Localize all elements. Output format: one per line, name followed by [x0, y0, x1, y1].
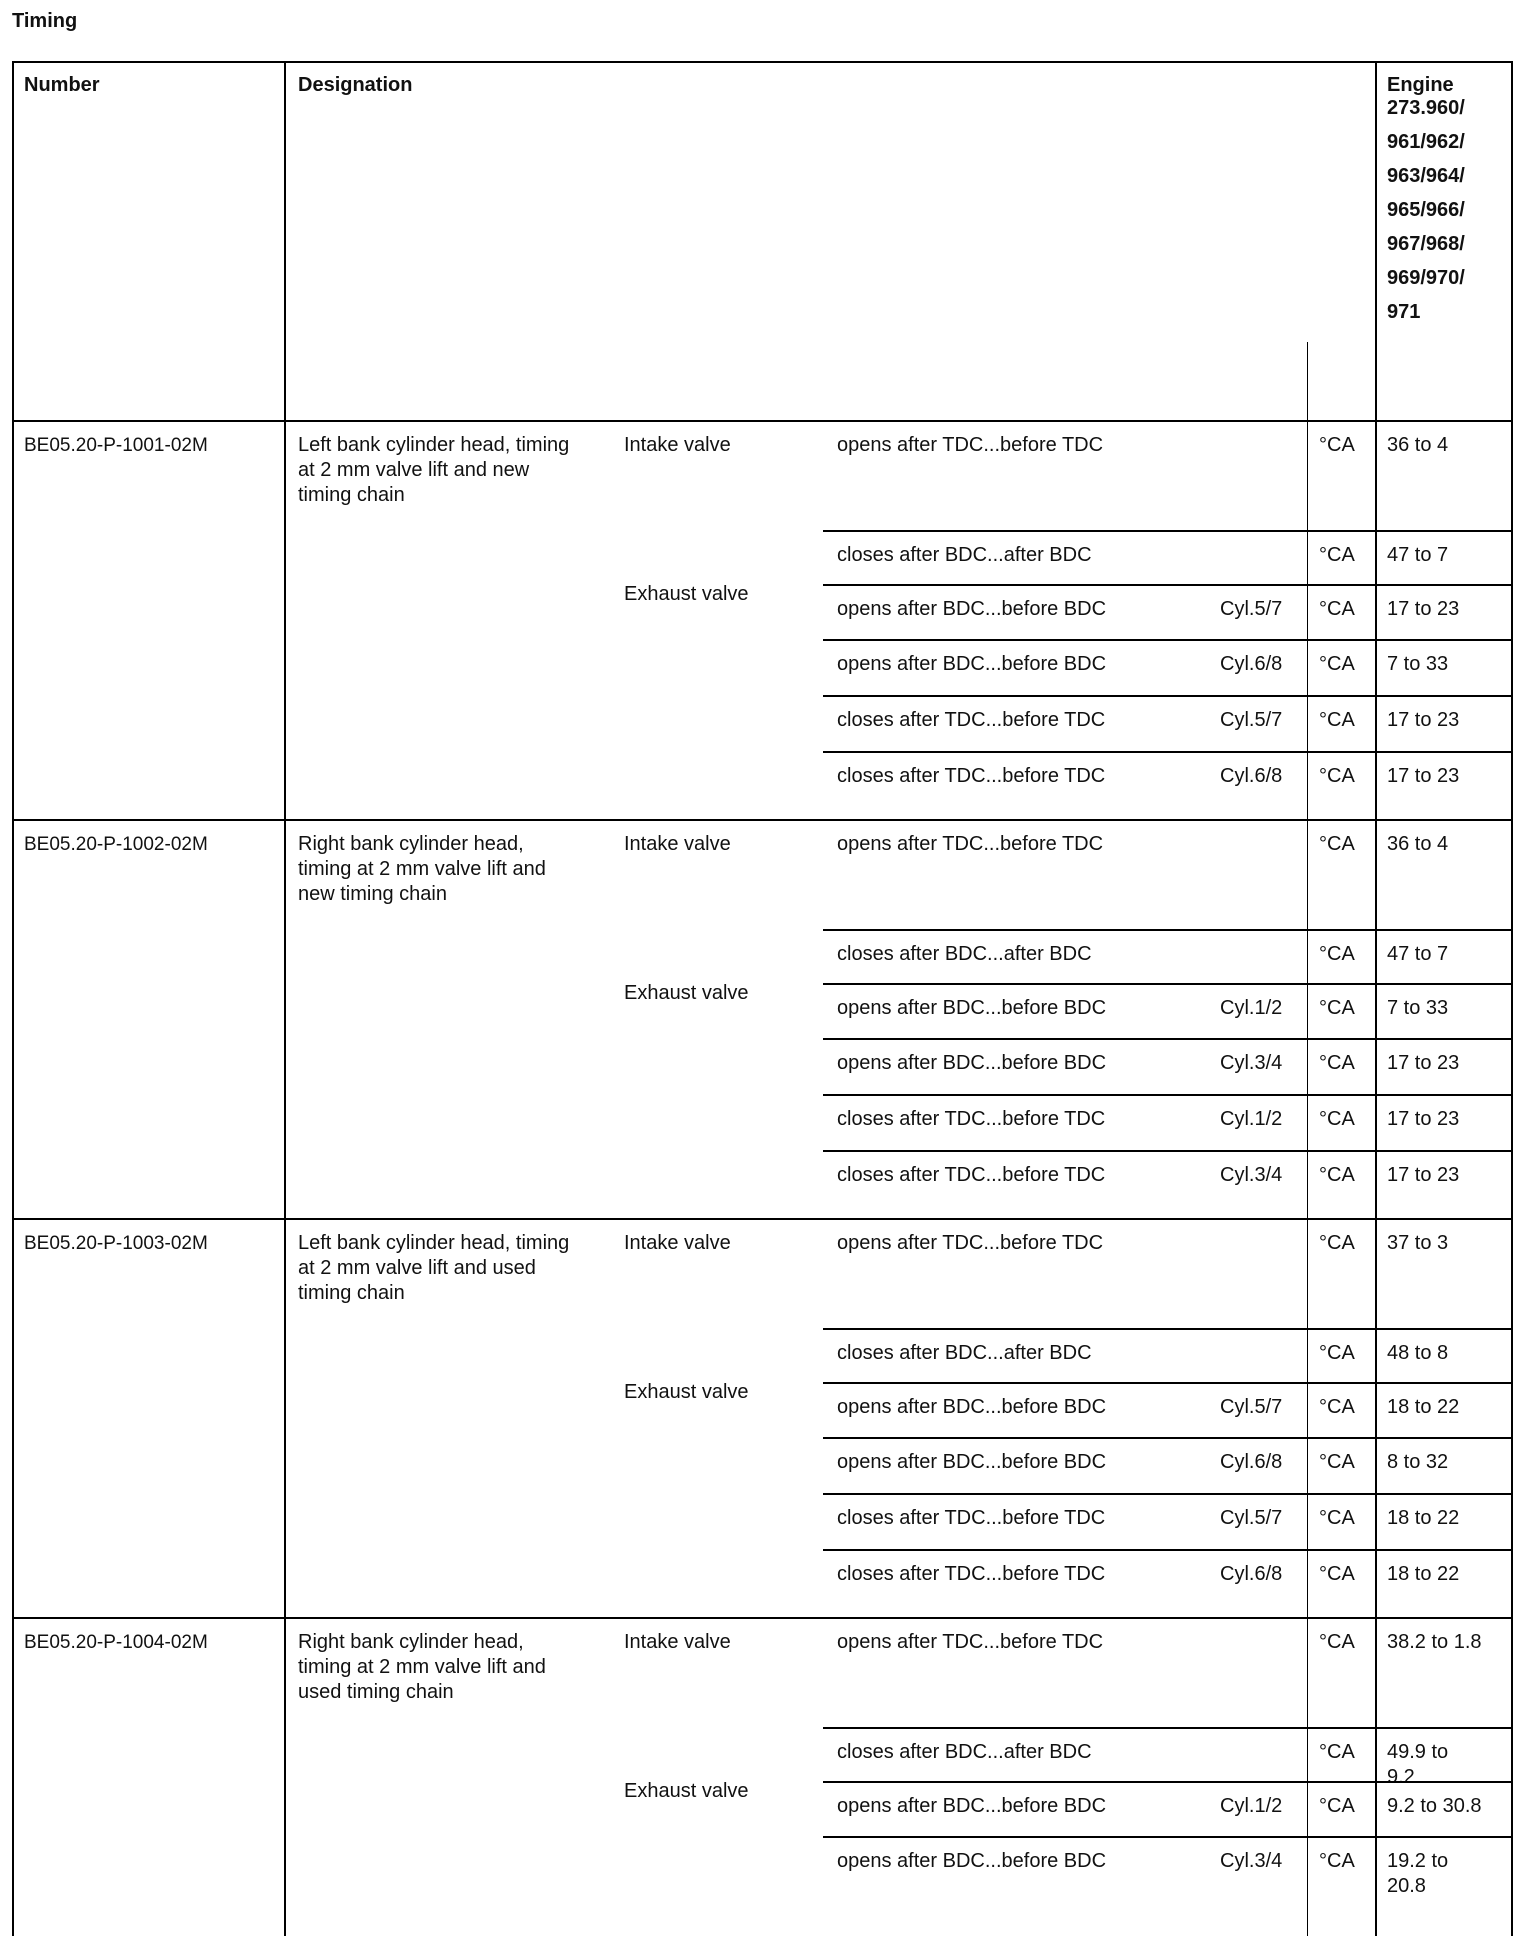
exhaust-valve-label: Exhaust valve: [624, 1780, 749, 1802]
timing-value: 9.2 to 30.8: [1387, 1795, 1482, 1817]
unit-label: °CA: [1319, 1507, 1355, 1529]
timing-description: opens after TDC...before TDC: [837, 1631, 1104, 1653]
unit-label: °CA: [1319, 943, 1355, 965]
row-divider: [823, 584, 1511, 586]
unit-label: °CA: [1319, 1631, 1355, 1653]
exhaust-valve-label: Exhaust valve: [624, 583, 749, 605]
timing-description: closes after TDC...before TDC: [837, 1164, 1106, 1186]
unit-label: °CA: [1319, 709, 1355, 731]
timing-value: 36 to 4: [1387, 434, 1449, 456]
timing-description: closes after TDC...before TDC: [837, 1108, 1106, 1130]
group-top-border: [12, 420, 1511, 422]
timing-value: 18 to 22: [1387, 1507, 1460, 1529]
cylinder-label: Cyl.6/8: [1220, 1451, 1283, 1473]
timing-value: 17 to 23: [1387, 1164, 1460, 1186]
unit-label: °CA: [1319, 1563, 1355, 1585]
cylinder-label: Cyl.3/4: [1220, 1164, 1283, 1186]
unit-label: °CA: [1319, 1795, 1355, 1817]
timing-description: closes after BDC...after BDC: [837, 943, 1092, 965]
unit-label: °CA: [1319, 833, 1355, 855]
table-left-border: [12, 61, 14, 1936]
timing-value: 9.2: [1387, 1766, 1415, 1788]
row-divider: [823, 1382, 1511, 1384]
timing-description: closes after TDC...before TDC: [837, 1563, 1106, 1585]
part-number: BE05.20-P-1004-02M: [24, 1632, 208, 1653]
unit-label: °CA: [1319, 598, 1355, 620]
timing-value: 49.9 to: [1387, 1741, 1449, 1763]
designation-line: Right bank cylinder head,: [298, 1631, 524, 1653]
timing-value: 8 to 32: [1387, 1451, 1449, 1473]
timing-description: opens after BDC...before BDC: [837, 1396, 1107, 1418]
unit-column-divider: [1307, 819, 1308, 1218]
cylinder-label: Cyl.6/8: [1220, 765, 1283, 787]
timing-value: 36 to 4: [1387, 833, 1449, 855]
row-divider: [823, 1437, 1511, 1439]
designation-line: new timing chain: [298, 883, 447, 905]
timing-value: 7 to 33: [1387, 997, 1449, 1019]
timing-description: closes after TDC...before TDC: [837, 765, 1106, 787]
row-divider: [823, 1493, 1511, 1495]
designation-line: at 2 mm valve lift and new: [298, 459, 530, 481]
cylinder-label: Cyl.1/2: [1220, 1795, 1283, 1817]
timing-value: 17 to 23: [1387, 765, 1460, 787]
cylinder-label: Cyl.6/8: [1220, 653, 1283, 675]
timing-description: closes after BDC...after BDC: [837, 544, 1092, 566]
column-header-engine: Engine: [1387, 74, 1454, 96]
column-header-designation: Designation: [298, 74, 413, 96]
cylinder-label: Cyl.5/7: [1220, 1507, 1283, 1529]
row-divider: [823, 929, 1511, 931]
unit-label: °CA: [1319, 1164, 1355, 1186]
timing-description: opens after BDC...before BDC: [837, 653, 1107, 675]
header-unit-divider: [1307, 342, 1308, 420]
part-number: BE05.20-P-1001-02M: [24, 435, 208, 456]
cylinder-label: Cyl.1/2: [1220, 1108, 1283, 1130]
row-divider: [823, 1038, 1511, 1040]
cylinder-label: Cyl.5/7: [1220, 598, 1283, 620]
unit-label: °CA: [1319, 544, 1355, 566]
cylinder-label: Cyl.3/4: [1220, 1052, 1283, 1074]
timing-value: 47 to 7: [1387, 544, 1449, 566]
part-number: BE05.20-P-1003-02M: [24, 1233, 208, 1254]
row-divider: [823, 1727, 1511, 1729]
intake-valve-label: Intake valve: [624, 833, 731, 855]
unit-label: °CA: [1319, 434, 1355, 456]
cylinder-label: Cyl.3/4: [1220, 1850, 1283, 1872]
timing-value: 17 to 23: [1387, 1052, 1460, 1074]
designation-line: Left bank cylinder head, timing: [298, 434, 570, 456]
intake-valve-label: Intake valve: [624, 1631, 731, 1653]
page-title: Timing: [12, 10, 78, 32]
cylinder-label: Cyl.5/7: [1220, 709, 1283, 731]
part-number: BE05.20-P-1002-02M: [24, 834, 208, 855]
row-divider: [823, 1094, 1511, 1096]
timing-description: opens after BDC...before BDC: [837, 598, 1107, 620]
timing-description: opens after BDC...before BDC: [837, 1795, 1107, 1817]
header-top-border: [12, 61, 1511, 63]
timing-value: 37 to 3: [1387, 1232, 1449, 1254]
unit-label: °CA: [1319, 1232, 1355, 1254]
unit-label: °CA: [1319, 1396, 1355, 1418]
engine-column-divider: [1375, 61, 1377, 1936]
cylinder-label: Cyl.1/2: [1220, 997, 1283, 1019]
designation-line: at 2 mm valve lift and used: [298, 1257, 536, 1279]
cylinder-label: Cyl.5/7: [1220, 1396, 1283, 1418]
timing-value: 18 to 22: [1387, 1396, 1460, 1418]
row-divider: [823, 530, 1511, 532]
unit-label: °CA: [1319, 1741, 1355, 1763]
designation-line: timing chain: [298, 1282, 405, 1304]
unit-column-divider: [1307, 1617, 1308, 1936]
timing-value: 47 to 7: [1387, 943, 1449, 965]
row-divider: [823, 1549, 1511, 1551]
row-divider: [823, 1781, 1511, 1783]
intake-valve-label: Intake valve: [624, 1232, 731, 1254]
timing-value: 17 to 23: [1387, 709, 1460, 731]
timing-value: 17 to 23: [1387, 598, 1460, 620]
timing-description: closes after TDC...before TDC: [837, 1507, 1106, 1529]
group-top-border: [12, 819, 1511, 821]
row-divider: [823, 1328, 1511, 1330]
timing-value: 20.8: [1387, 1875, 1426, 1897]
unit-label: °CA: [1319, 1850, 1355, 1872]
timing-value: 38.2 to 1.8: [1387, 1631, 1482, 1653]
intake-valve-label: Intake valve: [624, 434, 731, 456]
unit-column-divider: [1307, 1218, 1308, 1617]
cylinder-label: Cyl.6/8: [1220, 1563, 1283, 1585]
timing-description: opens after BDC...before BDC: [837, 1451, 1107, 1473]
exhaust-valve-label: Exhaust valve: [624, 1381, 749, 1403]
engine-variant-line: 971: [1387, 301, 1421, 323]
timing-description: opens after BDC...before BDC: [837, 1052, 1107, 1074]
engine-variant-line: 965/966/: [1387, 199, 1465, 221]
timing-value: 48 to 8: [1387, 1342, 1449, 1364]
timing-description: opens after BDC...before BDC: [837, 997, 1107, 1019]
row-divider: [823, 1150, 1511, 1152]
engine-variant-line: 961/962/: [1387, 131, 1465, 153]
designation-line: used timing chain: [298, 1681, 454, 1703]
timing-description: closes after TDC...before TDC: [837, 709, 1106, 731]
timing-description: closes after BDC...after BDC: [837, 1342, 1092, 1364]
unit-label: °CA: [1319, 1052, 1355, 1074]
unit-label: °CA: [1319, 653, 1355, 675]
engine-variant-line: 273.960/: [1387, 97, 1465, 119]
designation-line: timing at 2 mm valve lift and: [298, 1656, 546, 1678]
row-divider: [823, 695, 1511, 697]
unit-column-divider: [1307, 420, 1308, 819]
unit-label: °CA: [1319, 1108, 1355, 1130]
group-top-border: [12, 1218, 1511, 1220]
timing-value: 18 to 22: [1387, 1563, 1460, 1585]
unit-label: °CA: [1319, 765, 1355, 787]
designation-line: timing chain: [298, 484, 405, 506]
exhaust-valve-label: Exhaust valve: [624, 982, 749, 1004]
timing-value: 17 to 23: [1387, 1108, 1460, 1130]
timing-value: 19.2 to: [1387, 1850, 1449, 1872]
unit-label: °CA: [1319, 1342, 1355, 1364]
table-right-border: [1511, 61, 1513, 1936]
unit-label: °CA: [1319, 997, 1355, 1019]
designation-line: timing at 2 mm valve lift and: [298, 858, 546, 880]
timing-value: 7 to 33: [1387, 653, 1449, 675]
row-divider: [823, 751, 1511, 753]
row-divider: [823, 639, 1511, 641]
engine-variant-line: 967/968/: [1387, 233, 1465, 255]
timing-description: opens after TDC...before TDC: [837, 1232, 1104, 1254]
designation-line: Left bank cylinder head, timing: [298, 1232, 570, 1254]
row-divider: [823, 1836, 1511, 1838]
group-top-border: [12, 1617, 1511, 1619]
unit-label: °CA: [1319, 1451, 1355, 1473]
timing-description: opens after BDC...before BDC: [837, 1850, 1107, 1872]
designation-line: Right bank cylinder head,: [298, 833, 524, 855]
column-header-number: Number: [24, 74, 100, 96]
engine-variant-line: 969/970/: [1387, 267, 1465, 289]
engine-variant-line: 963/964/: [1387, 165, 1465, 187]
designation-column-divider: [284, 61, 286, 1936]
timing-description: closes after BDC...after BDC: [837, 1741, 1092, 1763]
row-divider: [823, 983, 1511, 985]
timing-description: opens after TDC...before TDC: [837, 434, 1104, 456]
timing-description: opens after TDC...before TDC: [837, 833, 1104, 855]
